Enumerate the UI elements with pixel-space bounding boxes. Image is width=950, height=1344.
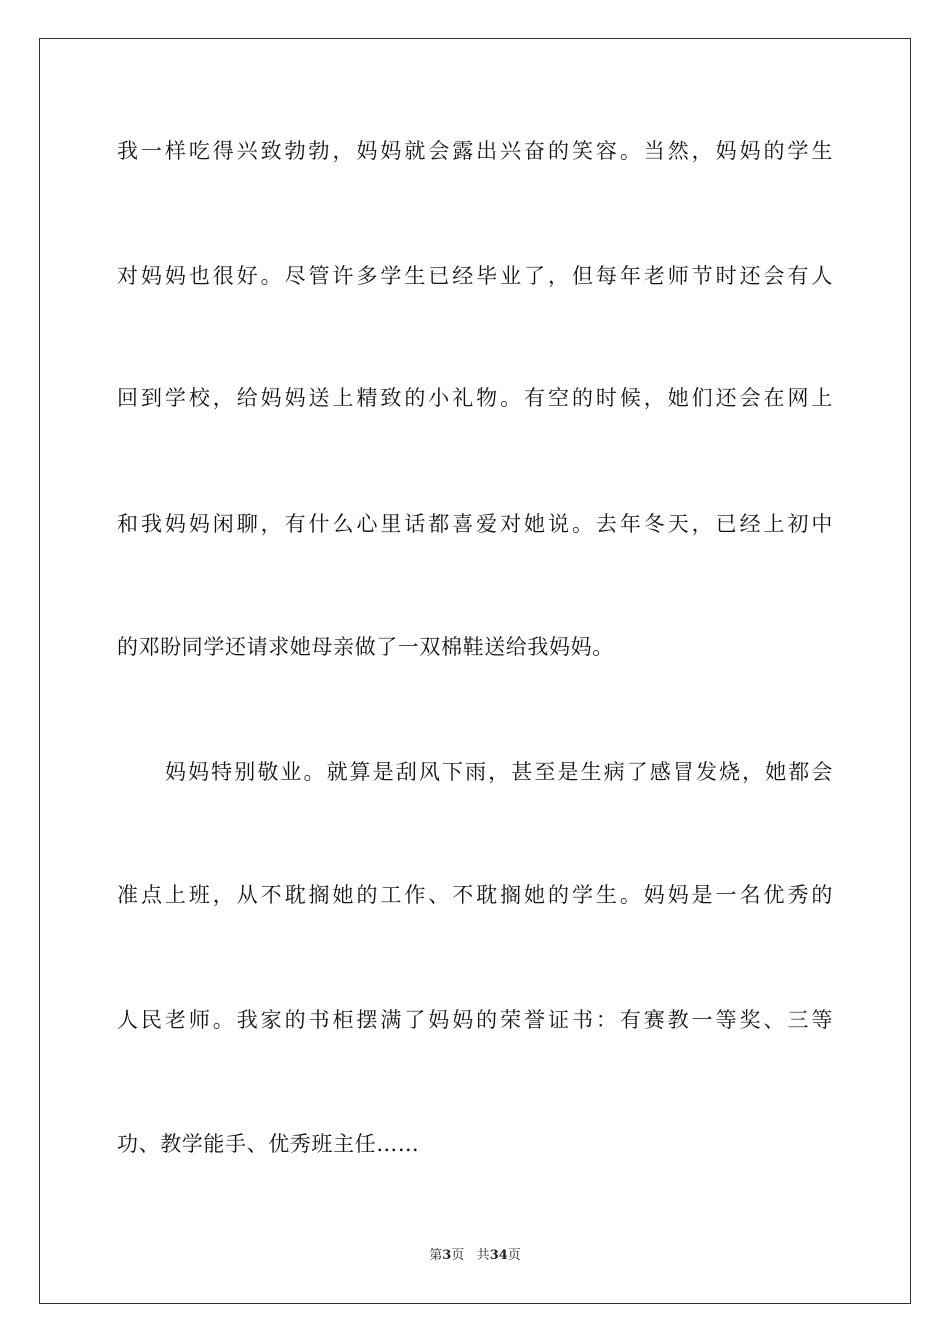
text-line-8: 人民老师。我家的书柜摆满了妈妈的荣誉证书：有赛教一等奖、三等 [117,1008,833,1032]
text-line-5: 的邓盼同学还请求她母亲做了一双棉鞋送给我妈妈。 [117,635,614,659]
total-suffix: 页 [507,1248,521,1263]
text-line-4: 和我妈妈闲聊，有什么心里话都喜爱对她说。去年冬天，已经上初中 [117,512,833,536]
page-suffix: 页 [451,1248,465,1263]
total-pages: 34 [489,1248,508,1263]
total-prefix: 共 [476,1248,490,1263]
page-border [39,38,911,1304]
text-line-1: 我一样吃得兴致勃勃，妈妈就会露出兴奋的笑容。当然，妈妈的学生 [117,139,833,163]
page-number: 3 [442,1248,452,1263]
page-prefix: 第 [429,1248,443,1263]
text-line-9: 功、教学能手、优秀班主任…… [117,1132,420,1156]
text-line-3: 回到学校，给妈妈送上精致的小礼物。有空的时候，她们还会在网上 [117,386,833,410]
text-line-7: 准点上班，从不耽搁她的工作、不耽搁她的学生。妈妈是一名优秀的 [117,883,833,907]
page-footer [0,1247,950,1265]
text-line-2: 对妈妈也很好。尽管许多学生已经毕业了，但每年老师节时还会有人 [117,264,833,288]
text-line-6: 妈妈特别敬业。就算是刮风下雨，甚至是生病了感冒发烧，她都会 [165,760,833,784]
